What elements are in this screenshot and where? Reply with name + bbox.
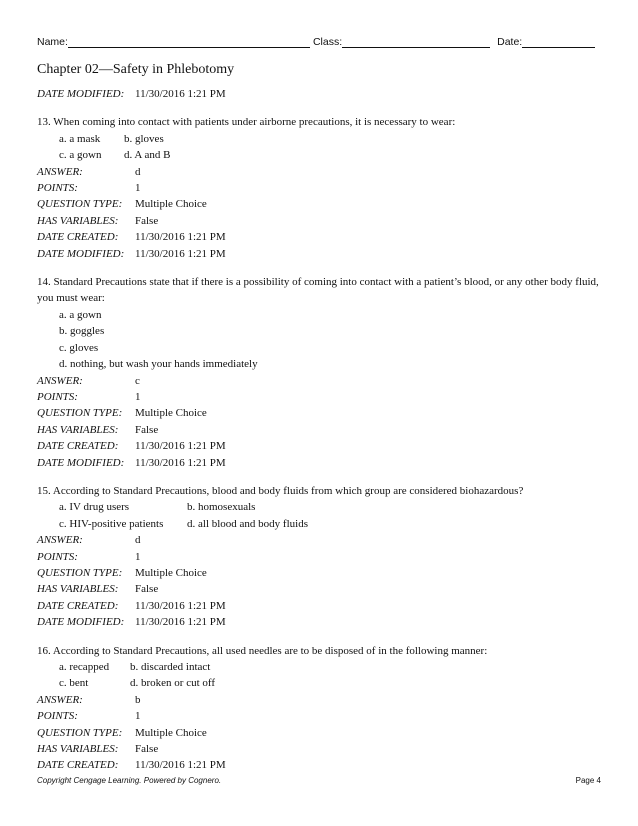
meta-row	[37, 389, 601, 405]
meta-value: Multiple Choice	[135, 566, 207, 579]
question-block	[37, 643, 601, 774]
meta-value: Multiple Choice	[135, 726, 207, 739]
meta-value: d	[135, 165, 141, 178]
answer-options-row	[37, 131, 601, 147]
meta-label: DATE CREATED:	[37, 599, 119, 612]
meta-row	[37, 455, 601, 471]
meta-value: False	[135, 423, 159, 436]
meta-value: 1	[135, 390, 141, 403]
meta-label: DATE MODIFIED:	[37, 88, 125, 100]
meta-label: DATE MODIFIED:	[37, 247, 125, 260]
meta-label: HAS VARIABLES:	[37, 743, 119, 756]
answer-option: a. a gown	[59, 308, 102, 321]
answer-options-row	[37, 323, 601, 339]
answer-option: a. recapped	[59, 661, 110, 673]
copyright-text: Copyright Cengage Learning. Powered by Cognero.	[37, 776, 222, 785]
question-list	[37, 86, 601, 774]
meta-row	[37, 741, 601, 757]
question-spacer	[37, 102, 601, 114]
meta-value: 11/30/2016 1:21 PM	[135, 440, 226, 453]
meta-label: DATE MODIFIED:	[37, 456, 125, 469]
meta-row	[37, 246, 601, 262]
meta-label: DATE CREATED:	[37, 440, 119, 453]
answer-options-row	[37, 340, 601, 356]
meta-value: 11/30/2016 1:21 PM	[135, 456, 226, 469]
meta-value: False	[135, 214, 159, 227]
meta-label: QUESTION TYPE:	[37, 407, 123, 420]
meta-label: ANSWER:	[37, 165, 83, 178]
meta-row	[37, 86, 601, 102]
meta-value: 1	[135, 710, 141, 723]
answer-option: c. bent	[59, 677, 89, 690]
question-text: 16. According to Standard Precautions, all used needles are to be disposed of in the following manner:	[37, 644, 488, 657]
answer-option: b. goggles	[59, 325, 105, 338]
meta-label: POINTS:	[37, 550, 78, 563]
meta-label: DATE CREATED:	[37, 231, 119, 244]
meta-label: DATE CREATED:	[37, 759, 119, 772]
answer-option: a. a mask	[59, 132, 101, 145]
answer-option: c. gloves	[59, 341, 99, 354]
meta-row	[37, 164, 601, 180]
meta-value: 11/30/2016 1:21 PM	[135, 231, 226, 244]
question-text: 14. Standard Precautions state that if there is a possibility of coming into contact with a patient’s blood, or any other body fluid, you must wear:	[37, 276, 599, 305]
meta-row	[37, 229, 601, 245]
meta-label: POINTS:	[37, 710, 78, 723]
answer-options-row	[37, 659, 601, 675]
meta-value: d	[135, 534, 141, 547]
meta-label: ANSWER:	[37, 534, 83, 547]
meta-value: False	[135, 583, 159, 596]
answer-options-row	[37, 516, 601, 532]
meta-value: 1	[135, 182, 141, 195]
answer-option: b. discarded intact	[130, 661, 211, 673]
question-spacer	[37, 471, 601, 483]
answer-option: a. IV drug users	[59, 501, 130, 514]
meta-value: 11/30/2016 1:21 PM	[135, 599, 226, 612]
answer-option: d. broken or cut off	[130, 677, 216, 690]
meta-label: DATE MODIFIED:	[37, 616, 125, 629]
answer-options-row	[37, 147, 601, 163]
meta-label: POINTS:	[37, 182, 78, 195]
meta-label: HAS VARIABLES:	[37, 583, 119, 596]
meta-row	[37, 180, 601, 196]
meta-row	[37, 725, 601, 741]
meta-value: Multiple Choice	[135, 407, 207, 420]
question-spacer	[37, 262, 601, 274]
meta-row	[37, 213, 601, 229]
meta-row	[37, 598, 601, 614]
class-label: Class:	[312, 36, 343, 48]
name-label: Name:	[37, 36, 68, 48]
meta-row	[37, 549, 601, 565]
meta-row	[37, 373, 601, 389]
meta-value: False	[135, 743, 159, 756]
meta-label: ANSWER:	[37, 693, 83, 706]
meta-label: QUESTION TYPE:	[37, 198, 123, 211]
question-block	[37, 274, 601, 471]
date-label: Date:	[497, 36, 523, 48]
answer-options-row	[37, 675, 601, 691]
meta-row	[37, 422, 601, 438]
answer-option: b. homosexuals	[187, 501, 256, 514]
meta-value: b	[135, 693, 141, 706]
meta-row	[37, 708, 601, 724]
page-footer	[37, 776, 601, 785]
page-number: Page 4	[575, 776, 601, 785]
meta-label: POINTS:	[37, 390, 78, 403]
answer-options-row	[37, 499, 601, 515]
answer-option: d. all blood and body fluids	[187, 517, 308, 530]
meta-row	[37, 614, 601, 630]
meta-row	[37, 196, 601, 212]
meta-value: 11/30/2016 1:21 PM	[135, 759, 226, 772]
meta-row	[37, 692, 601, 708]
question-spacer	[37, 631, 601, 643]
answer-option: b. gloves	[124, 132, 164, 145]
date-field[interactable]	[522, 36, 595, 48]
answer-options-row	[37, 307, 601, 323]
class-field[interactable]	[342, 36, 490, 48]
meta-label: QUESTION TYPE:	[37, 566, 123, 579]
meta-row	[37, 757, 601, 773]
meta-row	[37, 581, 601, 597]
meta-value: Multiple Choice	[135, 198, 207, 211]
question-text: 13. When coming into contact with patients under airborne precautions, it is necessary to wear:	[37, 116, 456, 129]
answer-option: d. A and B	[124, 149, 171, 162]
worksheet-header	[37, 36, 601, 48]
meta-label: QUESTION TYPE:	[37, 726, 123, 739]
meta-value: 1	[135, 550, 141, 563]
question-block	[37, 483, 601, 631]
meta-row	[37, 565, 601, 581]
chapter-title: Chapter 02—Safety in Phlebotomy	[37, 62, 235, 77]
answer-option: c. a gown	[59, 149, 102, 162]
meta-row	[37, 532, 601, 548]
question-text: 15. According to Standard Precautions, blood and body fluids from which group are considered biohazardous?	[37, 484, 524, 497]
meta-label: HAS VARIABLES:	[37, 423, 119, 436]
meta-value: 11/30/2016 1:21 PM	[135, 88, 226, 100]
meta-value: 11/30/2016 1:21 PM	[135, 616, 226, 629]
question-block	[37, 114, 601, 262]
meta-label: HAS VARIABLES:	[37, 214, 119, 227]
meta-row	[37, 438, 601, 454]
answer-option: d. nothing, but wash your hands immediately	[59, 358, 258, 371]
meta-value: c	[135, 374, 140, 387]
answer-option: c. HIV-positive patients	[59, 517, 164, 530]
meta-row	[37, 405, 601, 421]
meta-value: 11/30/2016 1:21 PM	[135, 247, 226, 260]
answer-options-row	[37, 356, 601, 372]
meta-label: ANSWER:	[37, 374, 83, 387]
name-field[interactable]	[68, 36, 310, 48]
